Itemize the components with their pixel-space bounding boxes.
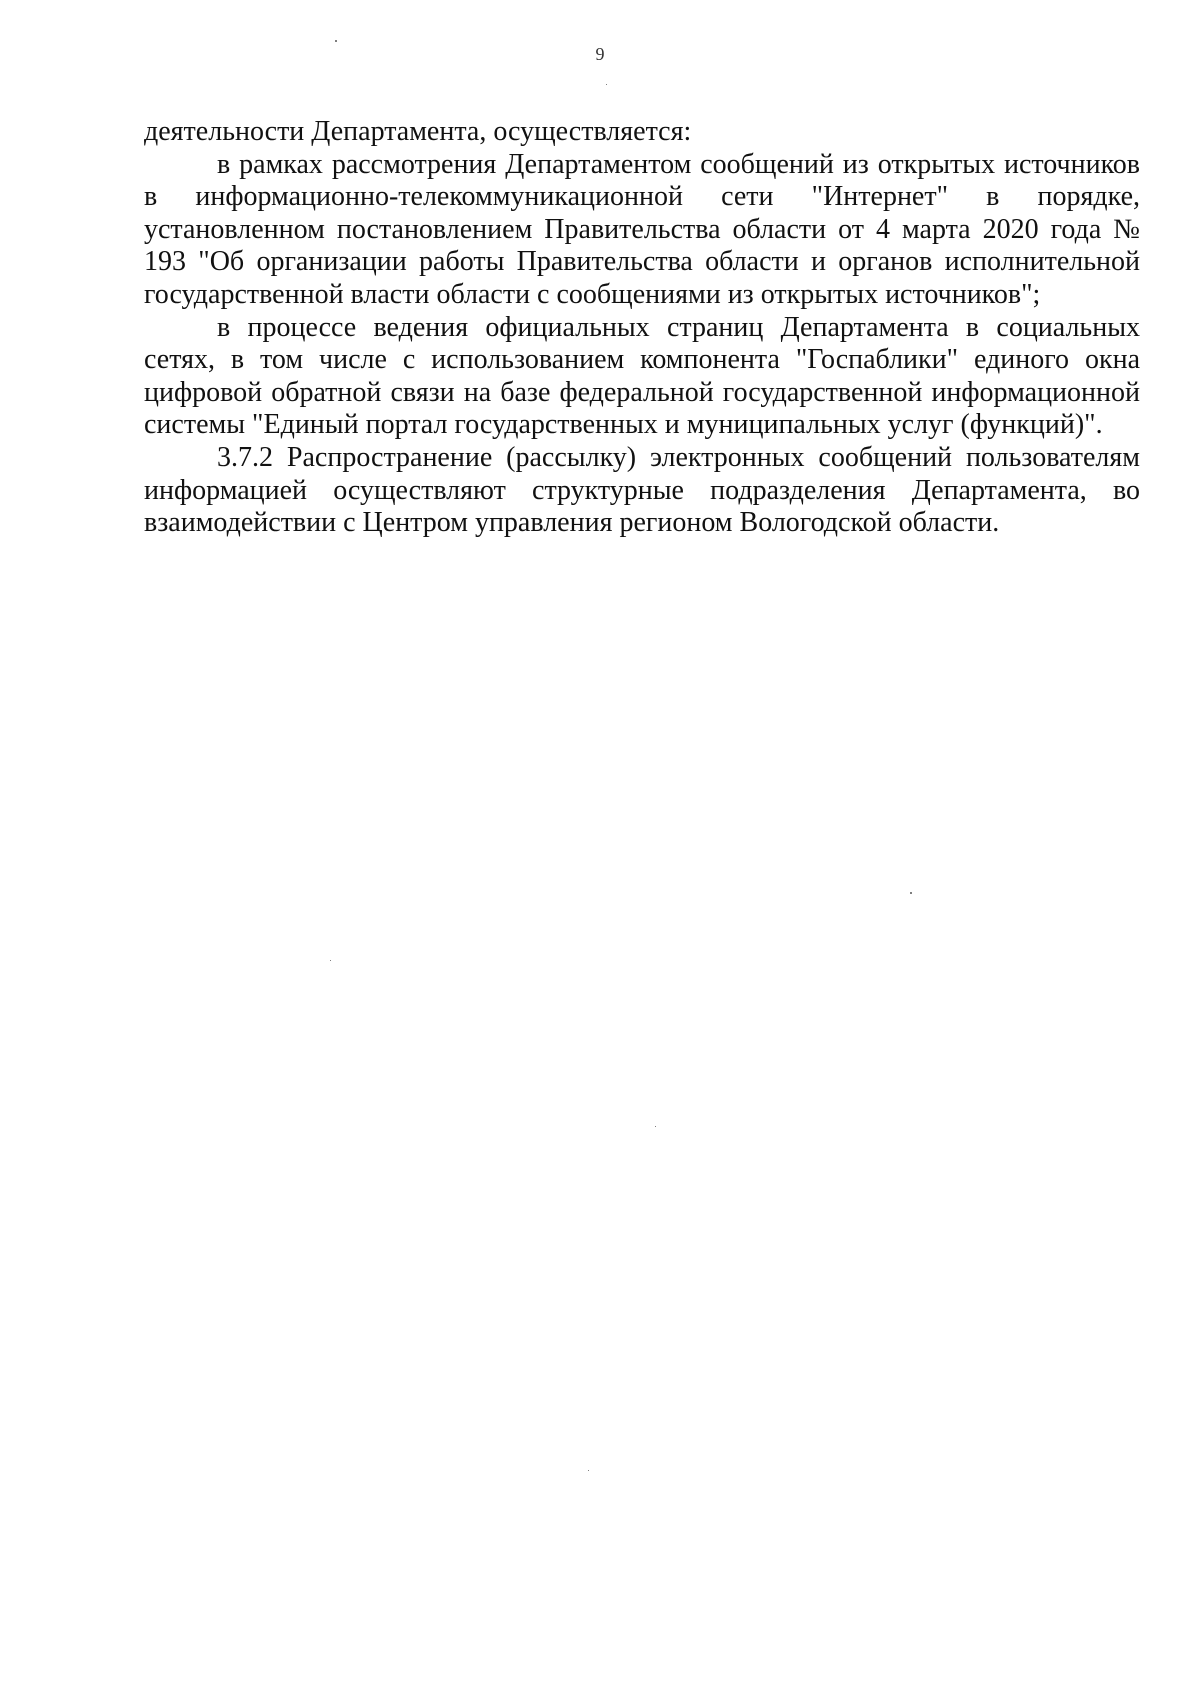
scan-speck: [655, 1126, 656, 1127]
paragraph-3-7-2: 3.7.2 Распространение (рассылку) электронных сообщений пользователям информацией осуществляют структурные подразделения Департамента, во взаимодействии с Центром управления регионом Вологодской области.: [144, 441, 1140, 539]
scan-speck: [588, 1470, 589, 1471]
scan-speck: [330, 960, 331, 961]
scan-speck: [910, 892, 912, 894]
paragraph-continuation: деятельности Департамента, осуществляется:: [144, 116, 692, 147]
page-number: 9: [595, 44, 605, 64]
scan-speck: [606, 84, 607, 85]
paragraph-social-networks: в процессе ведения официальных страниц Департамента в социальных сетях, в том числе с использованием компонента "Госпаблики" единого окна цифровой обратной связи на базе федеральной государственной информационной системы "Единый портал государственных и муниципальных услуг (функций)".: [144, 311, 1140, 441]
paragraph-open-sources: в рамках рассмотрения Департаментом сообщений из открытых источников в информационно-телекоммуникационной сети "Интернет" в порядке, установленном постановлением Правительства области от 4 марта 2020 года № 193 "Об организации работы Правительства области и органов исполнительной государственной власти области с сообщениями из открытых источников";: [144, 148, 1140, 310]
scan-speck: [335, 40, 337, 42]
document-body: [144, 116, 1140, 540]
